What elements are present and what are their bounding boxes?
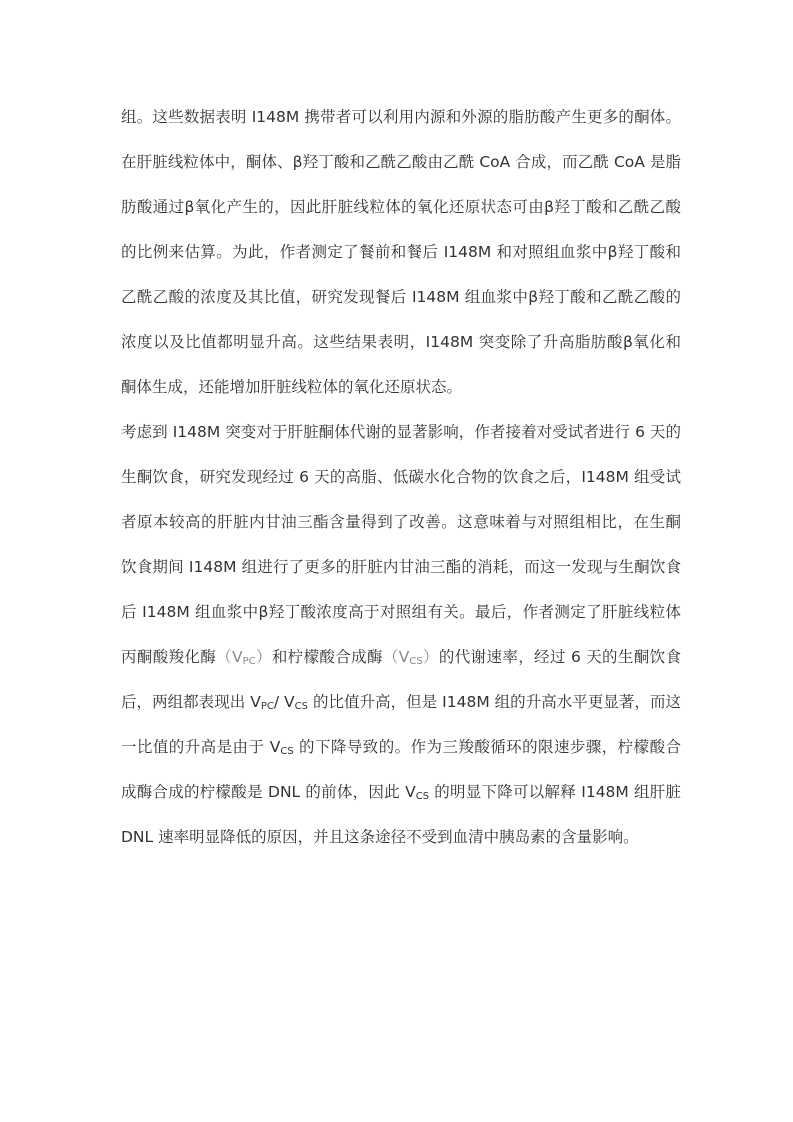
text-line (121, 690, 681, 714)
text-run: 的明显下降可以解释 I148M 组肝脏 (429, 783, 681, 801)
text-line: 者原本较高的肝脏内甘油三酯含量得到了改善。这意味着与对照组相比，在生酮 (121, 513, 681, 531)
text-line (121, 735, 681, 759)
text-run: 的比值升高，但是 I148M 组的升高水平更显著，而这 (307, 693, 681, 711)
text-line: 的比例来估算。为此，作者测定了餐前和餐后 I148M 和对照组血浆中β羟丁酸和 (121, 243, 681, 261)
subscript: CS (280, 746, 294, 757)
text-run: （V (382, 648, 410, 666)
text-run: ） (422, 648, 439, 666)
text-run: 成酶合成的柠檬酸是 DNL 的前体，因此 V (121, 783, 416, 801)
text-line: 在肝脏线粒体中，酮体、β羟丁酸和乙酰乙酸由乙酰 CoA 合成，而乙酰 CoA 是脂 (121, 153, 681, 171)
subscript: CS (409, 656, 423, 667)
text-line: 肪酸通过β氧化产生的，因此肝脏线粒体的氧化还原状态可由β羟丁酸和乙酰乙酸 (121, 198, 681, 216)
text-run: 的代谢速率，经过 6 天的生酮饮食 (438, 648, 681, 666)
text-line: DNL 速率明显降低的原因，并且这条途径不受到血清中胰岛素的含量影响。 (121, 828, 639, 846)
text-run: 丙酮酸羧化酶 (121, 648, 217, 666)
text-line: 乙酰乙酸的浓度及其比值，研究发现餐后 I148M 组血浆中β羟丁酸和乙酰乙酸的 (121, 288, 681, 306)
text-run: / V (273, 693, 295, 711)
text-run: （V (216, 648, 243, 666)
text-line: 组。这些数据表明 I148M 携带者可以利用内源和外源的脂肪酸产生更多的酮体。 (121, 108, 681, 126)
text-line: 考虑到 I148M 突变对于肝脏酮体代谢的显著影响，作者接着对受试者进行 6 天的 (121, 423, 681, 441)
text-line: 酮体生成，还能增加肝脏线粒体的氧化还原状态。 (121, 378, 463, 396)
text-run: ） (255, 648, 272, 666)
text-line: 生酮饮食，研究发现经过 6 天的高脂、低碳水化合物的饮食之后，I148M 组受试 (121, 468, 681, 486)
text-run: 后，两组都表现出 V (121, 693, 261, 711)
text-line: 后 I148M 组血浆中β羟丁酸浓度高于对照组有关。最后，作者测定了肝脏线粒体 (121, 603, 681, 621)
text-run: 和柠檬酸合成酶 (271, 648, 383, 666)
text-line (121, 780, 681, 804)
subscript: CS (294, 701, 308, 712)
text-run: 一比值的升高是由于 V (121, 738, 281, 756)
text-line: 饮食期间 I148M 组进行了更多的肝脏内甘油三酯的消耗，而这一发现与生酮饮食 (121, 558, 681, 576)
text-line (121, 645, 681, 669)
text-run: 的下降导致的。作为三羧酸循环的限速步骤，柠檬酸合 (293, 738, 681, 756)
text-line: 浓度以及比值都明显升高。这些结果表明，I148M 突变除了升高脂肪酸β氧化和 (121, 333, 681, 351)
subscript: PC (242, 656, 256, 667)
subscript: CS (415, 791, 430, 802)
subscript: PC (260, 701, 274, 712)
